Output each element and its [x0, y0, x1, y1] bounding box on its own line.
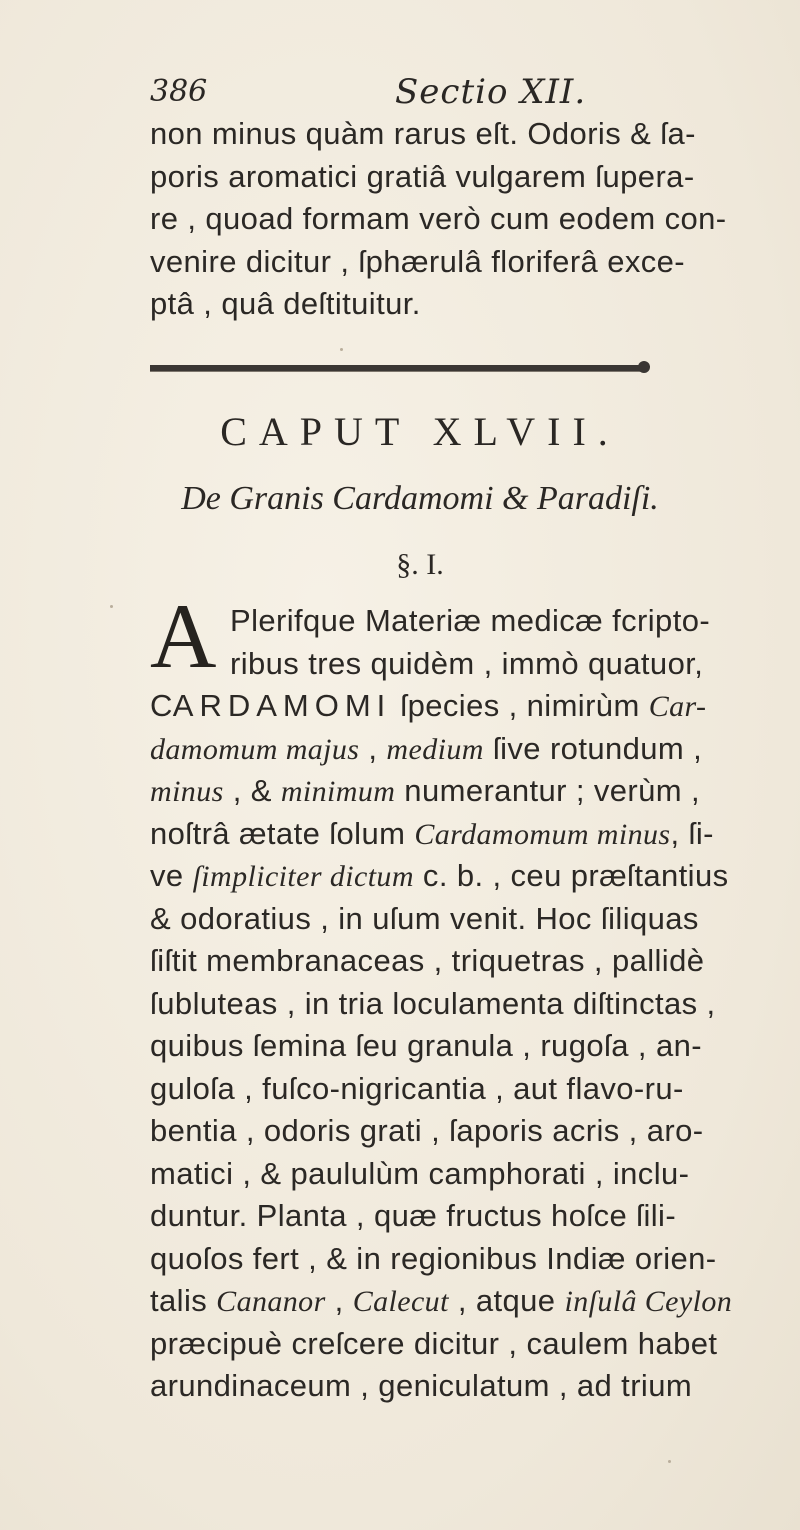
text-line: [150, 1025, 800, 1068]
text-span: matici , & paululùm camphorati , inclu-: [150, 1155, 690, 1191]
italic-span: Cardamomum minus: [414, 817, 671, 851]
text-span: bentia , odoris grati , ſaporis acris , aro-: [150, 1113, 704, 1148]
text-line: [150, 643, 800, 686]
italic-span: Car-: [648, 690, 707, 723]
text-line: [150, 1365, 800, 1408]
text-span: ve: [150, 858, 193, 893]
text-span: , &: [223, 773, 281, 808]
text-span: , ſi-: [670, 815, 714, 851]
text-line: [150, 1153, 800, 1196]
text-line: [150, 855, 800, 898]
small-caps-word: ARDAMOMI: [172, 688, 392, 723]
page-number: 386: [150, 74, 208, 109]
paper-speck: [340, 348, 343, 351]
italic-span: Calecut: [352, 1285, 449, 1318]
text-span: quoſos fert , & in regionibus Indiæ orien-: [150, 1240, 717, 1276]
text-span: ſiſtit membranaceas , triquetras , pallidè: [150, 943, 705, 978]
section-divider-rule: [150, 365, 645, 371]
text-span: arundinaceum , geniculatum , ad trium: [150, 1368, 693, 1403]
text-span: duntur. Planta , quæ fructus hoſce ſili-: [150, 1198, 677, 1233]
paper-speck: [668, 1460, 671, 1463]
text-line: ptâ , quâ deſtituitur.: [150, 286, 421, 321]
text-line: [150, 1068, 800, 1111]
text-span: ,: [325, 1283, 353, 1318]
text-line: non minus quàm rarus eſt. Odoris & ſa-: [150, 116, 696, 151]
italic-span: medium: [386, 732, 484, 766]
text-span: quibus ſemina ſeu granula , rugoſa , an-: [150, 1028, 702, 1063]
text-line: [150, 983, 800, 1026]
text-line: [150, 813, 800, 856]
main-paragraph: [150, 600, 800, 1408]
text-span: , atque: [448, 1283, 565, 1318]
text-span: præcipuè creſcere dicitur , caulem habet: [150, 1325, 718, 1361]
italic-span: minimum: [280, 775, 396, 808]
top-paragraph: [150, 113, 800, 326]
text-span: numerantur ; verùm ,: [395, 773, 701, 808]
text-line: [150, 1110, 800, 1153]
text-span: guloſa , fuſco-nigricantia , aut flavo-ru-: [150, 1070, 684, 1106]
text-span: Plerifque Materiæ medicæ fcripto-: [230, 603, 711, 638]
italic-span: ſimpliciter dictum: [192, 860, 414, 893]
section-mark: §. I.: [396, 548, 444, 581]
text-line: [150, 1323, 800, 1366]
text-line: [150, 898, 800, 941]
text-span: noſtrâ ætate ſolum: [150, 815, 415, 851]
drop-cap: A: [150, 585, 217, 687]
small-caps-initial: C: [150, 688, 173, 723]
text-span: c. b. , ceu præſtantius: [413, 858, 729, 893]
chapter-subtitle: De Granis Cardamomi & Paradiſi.: [181, 480, 659, 517]
text-span: ribus tres quidèm , immò quatuor,: [230, 645, 704, 681]
text-line: [150, 1238, 800, 1281]
text-line: venire dicitur , ſphærulâ floriferâ exce-: [150, 243, 685, 279]
running-head: Sectio XII.: [395, 72, 587, 112]
text-line: [150, 1280, 800, 1323]
italic-span: Cananor: [216, 1285, 326, 1318]
text-line: [150, 1195, 800, 1238]
text-span: ,: [359, 730, 387, 766]
italic-span: minus: [150, 775, 224, 808]
text-line: [150, 728, 800, 771]
text-span: ſpecies , nimirùm: [391, 688, 649, 723]
text-line: poris aromatici gratiâ vulgarem ſupera-: [150, 158, 695, 194]
text-line: re , quoad formam verò cum eodem con-: [150, 201, 727, 236]
text-span: ſubluteas , in tria loculamenta diſtinctas ,: [150, 985, 716, 1021]
chapter-title: CAPUT XLVII.: [220, 409, 620, 454]
text-line: [150, 685, 800, 728]
text-line: [150, 770, 800, 813]
paper-speck: [110, 605, 113, 608]
italic-span: damomum majus: [150, 732, 360, 766]
text-span: & odoratius , in uſum venit. Hoc ſiliquas: [150, 900, 699, 936]
text-span: ſive rotundum ,: [483, 730, 703, 766]
italic-span: inſulâ Ceylon: [564, 1285, 733, 1318]
text-span: talis: [150, 1283, 217, 1318]
text-line: [150, 600, 800, 643]
text-line: [150, 940, 800, 983]
